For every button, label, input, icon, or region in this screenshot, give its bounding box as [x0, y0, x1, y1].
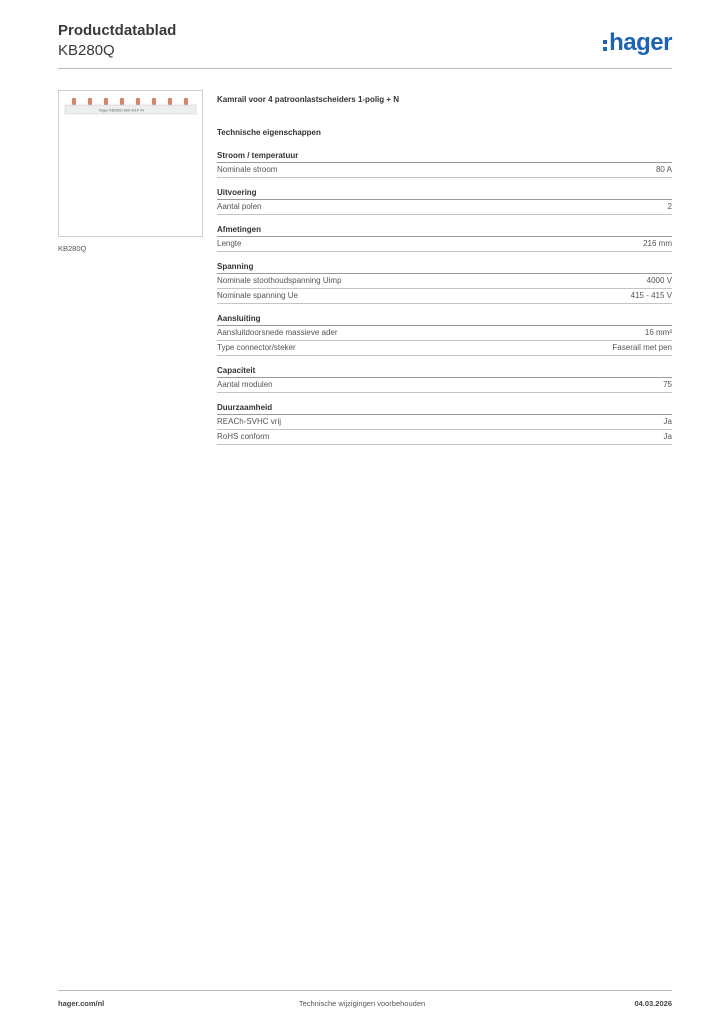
spec-row	[217, 415, 672, 430]
spec-row	[217, 378, 672, 393]
spec-value: 415 - 415 V	[630, 291, 672, 300]
image-caption: KB280Q	[58, 244, 87, 253]
product-title: Kamrail voor 4 patroonlastscheiders 1-polig + N	[217, 95, 400, 104]
section-stroom-temperatuur	[217, 151, 672, 178]
spec-row	[217, 237, 672, 252]
section-title: Duurzaamheid	[217, 403, 672, 415]
spec-row	[217, 200, 672, 215]
document-title: Productdatablad	[58, 22, 177, 39]
spec-value: Ja	[663, 417, 672, 426]
busbar-strip-label: hager KB280Q 80A 4x1P+N	[99, 108, 144, 113]
spec-row	[217, 430, 672, 445]
spec-value: 2	[667, 202, 672, 211]
spec-label: Aantal polen	[217, 202, 262, 211]
section-title: Capaciteit	[217, 366, 672, 378]
spec-value: Ja	[663, 432, 672, 441]
spec-label: Nominale stroom	[217, 165, 278, 174]
product-code: KB280Q	[58, 42, 115, 59]
logo-dots-icon	[603, 40, 607, 51]
section-afmetingen	[217, 225, 672, 252]
footer-divider	[58, 990, 672, 991]
spec-label: Aantal modulen	[217, 380, 273, 389]
spec-row	[217, 274, 672, 289]
section-title: Spanning	[217, 262, 672, 274]
hager-logo	[603, 30, 672, 56]
spec-label: Aansluitdoorsnede massieve ader	[217, 328, 338, 337]
spec-value: 4000 V	[646, 276, 672, 285]
logo-text: hager	[609, 29, 672, 56]
tech-heading: Technische eigenschappen	[217, 128, 321, 137]
section-uitvoering	[217, 188, 672, 215]
busbar-pins	[72, 98, 188, 105]
spec-label: Lengte	[217, 239, 242, 248]
section-title: Afmetingen	[217, 225, 672, 237]
spec-row	[217, 289, 672, 304]
spec-label: RoHS conform	[217, 432, 270, 441]
section-title: Aansluiting	[217, 314, 672, 326]
product-image-frame	[58, 90, 203, 237]
section-title: Stroom / temperatuur	[217, 151, 672, 163]
spec-label: Nominale stoothoudspanning Uimp	[217, 276, 342, 285]
spec-value: Faserail met pen	[612, 343, 672, 352]
section-capaciteit	[217, 366, 672, 393]
spec-value: 80 A	[655, 165, 672, 174]
spec-value: 75	[663, 380, 672, 389]
spec-row	[217, 163, 672, 178]
spec-value: 16 mm²	[644, 328, 672, 337]
spec-label: Nominale spanning Ue	[217, 291, 298, 300]
footer-notice: Technische wijzigingen voorbehouden	[298, 999, 426, 1008]
spec-content	[217, 95, 672, 455]
spec-value: 216 mm	[643, 239, 672, 248]
spec-row	[217, 326, 672, 341]
section-spanning	[217, 262, 672, 304]
busbar-product-image	[59, 95, 202, 125]
spec-row	[217, 341, 672, 356]
section-duurzaamheid	[217, 403, 672, 445]
spec-label: REACh-SVHC vrij	[217, 417, 282, 426]
footer-website-link[interactable]: hager.com/nl	[58, 999, 105, 1008]
section-title: Uitvoering	[217, 188, 672, 200]
footer-date: 04.03.2026	[634, 999, 672, 1008]
spec-label: Type connector/steker	[217, 343, 296, 352]
section-aansluiting	[217, 314, 672, 356]
header-divider	[58, 68, 672, 69]
page-header	[58, 22, 672, 68]
